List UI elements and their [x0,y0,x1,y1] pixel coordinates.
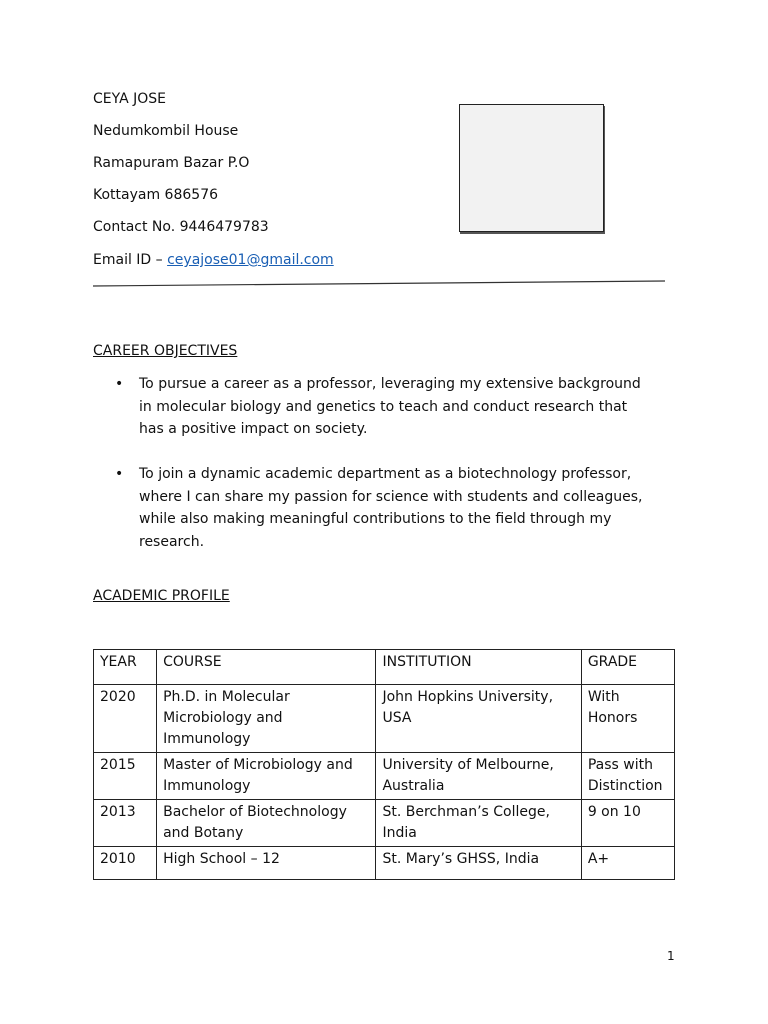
address-line-3: Kottayam 686576 [93,187,219,203]
address-line-1: Nedumkombil House [93,123,239,139]
cell-course: High School – 12 [157,847,376,880]
page-number: 1 [667,949,675,963]
cell-grade: A+ [581,847,674,880]
cell-course: Ph.D. in Molecular Microbiology and Immunology [157,685,376,753]
cell-grade: 9 on 10 [581,800,674,847]
table-row [94,847,675,880]
academic-profile-heading: ACADEMIC PROFILE [93,588,230,604]
cell-institution: John Hopkins University, USA [376,685,581,753]
academic-table [93,649,675,880]
contact-number: Contact No. 9446479783 [93,219,269,235]
career-objectives-heading: CAREER OBJECTIVES [93,343,238,359]
cell-grade: Pass with Distinction [581,753,674,800]
table-row [94,800,675,847]
column-header-grade: GRADE [581,650,674,685]
bullet-icon: • [115,376,124,392]
bullet-icon: • [115,466,124,482]
objective-text: To pursue a career as a professor, leveraging my extensive background in molecular biology and genetics to teach and conduct research that has a positive impact on society. [139,376,641,437]
applicant-name: CEYA JOSE [93,91,166,107]
cell-year: 2020 [94,685,157,753]
column-header-year: YEAR [94,650,157,685]
column-header-institution: INSTITUTION [376,650,581,685]
email-link[interactable]: ceyajose01@gmail.com [167,252,334,268]
cell-institution: St. Berchman’s College, India [376,800,581,847]
cell-year: 2015 [94,753,157,800]
photo-placeholder [459,104,604,232]
objective-text: To join a dynamic academic department as a biotechnology professor, where I can share my passion for science with students and colleagues, while also making meaningful contributions to the field through my research. [139,466,643,550]
cell-grade: With Honors [581,685,674,753]
table-row [94,753,675,800]
table-row [94,685,675,753]
column-header-course: COURSE [157,650,376,685]
cell-institution: University of Melbourne, Australia [376,753,581,800]
table-header-row [94,650,675,685]
email-line [93,251,334,269]
cell-course: Master of Microbiology and Immunology [157,753,376,800]
cell-year: 2010 [94,847,157,880]
objective-item-2 [115,463,655,553]
cell-course: Bachelor of Biotechnology and Botany [157,800,376,847]
cell-institution: St. Mary’s GHSS, India [376,847,581,880]
header-divider [93,280,665,288]
objective-item-1 [115,373,655,441]
email-label: Email ID – [93,252,168,268]
address-line-2: Ramapuram Bazar P.O [93,155,250,171]
cell-year: 2013 [94,800,157,847]
